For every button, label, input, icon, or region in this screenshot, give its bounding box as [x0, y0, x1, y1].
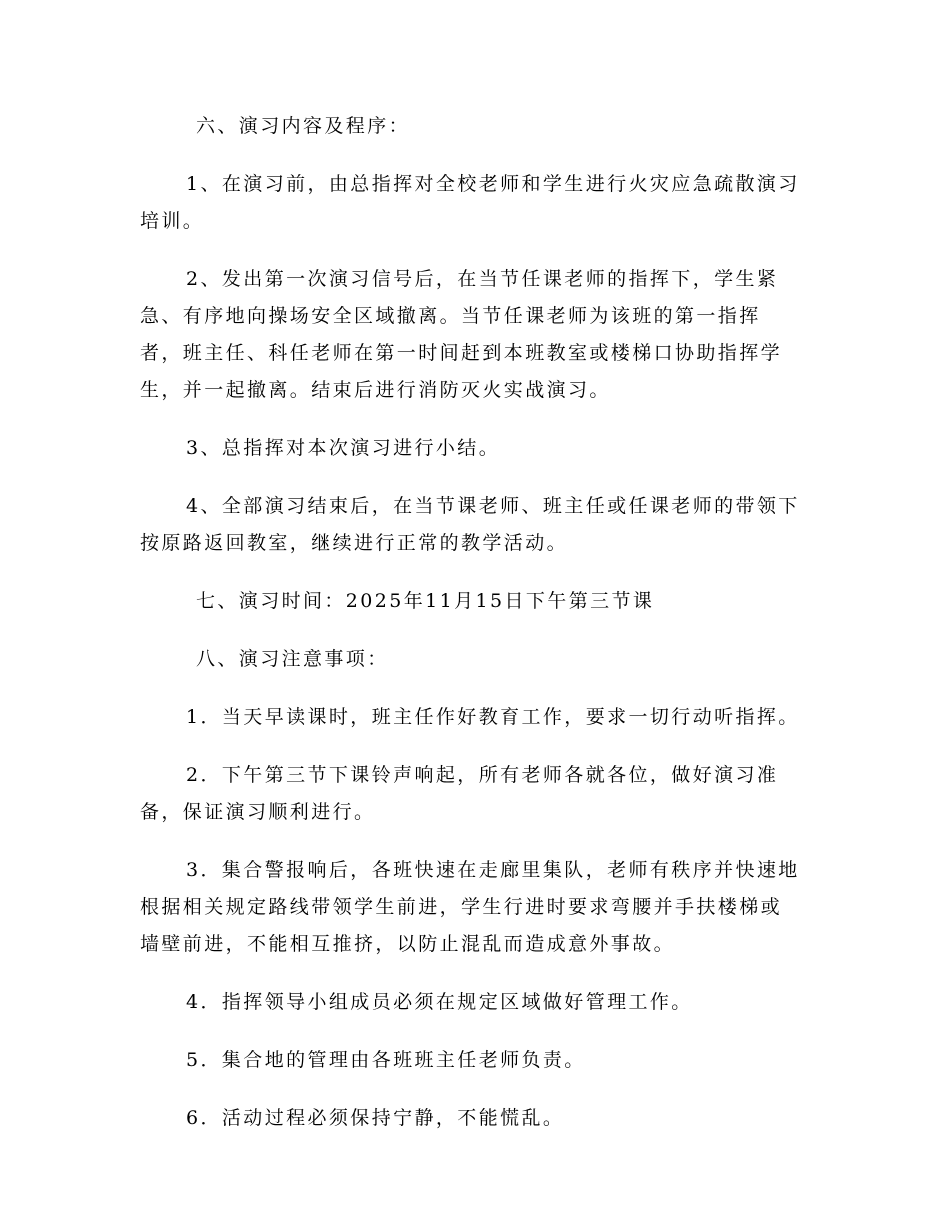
paragraph-line: 墙壁前进，不能相互推挤，以防止混乱而造成意外事故。 [140, 933, 676, 955]
section-8-item-2 [140, 757, 808, 831]
section-8-item-4 [140, 984, 808, 1021]
paragraph-line: 5．集合地的管理由各班班主任老师负责。 [186, 1049, 586, 1071]
paragraph-line: 1．当天早读课时，班主任作好教育工作，要求一切行动听指挥。 [186, 706, 800, 728]
section-8-item-3 [140, 852, 808, 963]
paragraph-line: 备，保证演习顺利进行。 [140, 801, 376, 823]
paragraph-line: 急、有序地向操场安全区域撤离。当节任课老师为该班的第一指挥 [140, 305, 761, 327]
paragraph-line: 3．集合警报响后，各班快速在走廊里集队，老师有秩序并快速地 [186, 859, 800, 881]
paragraph-line: 培训。 [140, 210, 205, 232]
paragraph-line: 6．活动过程必须保持宁静，不能慌乱。 [186, 1107, 565, 1129]
section-8-heading: 八、演习注意事项： [196, 648, 389, 670]
paragraph-line: 2、发出第一次演习信号后，在当节任课老师的指挥下，学生紧 [186, 268, 779, 290]
section-8-item-6 [140, 1100, 808, 1137]
section-8-item-5 [140, 1042, 808, 1079]
section-6-item-3 [140, 430, 808, 467]
paragraph-line: 者，班主任、科任老师在第一时间赶到本班教室或楼梯口协助指挥学 [140, 342, 783, 364]
paragraph-line: 3、总指挥对本次演习进行小结。 [186, 437, 501, 459]
paragraph-line: 4．指挥领导小组成员必须在规定区域做好管理工作。 [186, 991, 693, 1013]
paragraph-line: 4、全部演习结束后，在当节课老师、班主任或任课老师的带领下 [186, 495, 800, 517]
paragraph-line: 根据相关规定路线带领学生前进，学生行进时要求弯腰并手扶楼梯或 [140, 896, 783, 918]
section-6-item-1 [140, 166, 808, 240]
section-8-item-1 [140, 699, 808, 736]
section-6-item-2 [140, 261, 808, 409]
section-7-heading: 七、演习时间：2025年11月15日下午第三节课 [196, 590, 655, 612]
paragraph-line: 生，并一起撤离。结束后进行消防灭火实战演习。 [140, 379, 611, 401]
paragraph-line: 按原路返回教室，继续进行正常的教学活动。 [140, 532, 569, 554]
document-page [140, 108, 808, 1137]
paragraph-line: 1、在演习前，由总指挥对全校老师和学生进行火灾应急疏散演习 [186, 173, 800, 195]
section-6-item-4 [140, 488, 808, 562]
paragraph-line: 2．下午第三节下课铃声响起，所有老师各就各位，做好演习准 [186, 764, 779, 786]
section-6-heading: 六、演习内容及程序： [196, 115, 411, 137]
